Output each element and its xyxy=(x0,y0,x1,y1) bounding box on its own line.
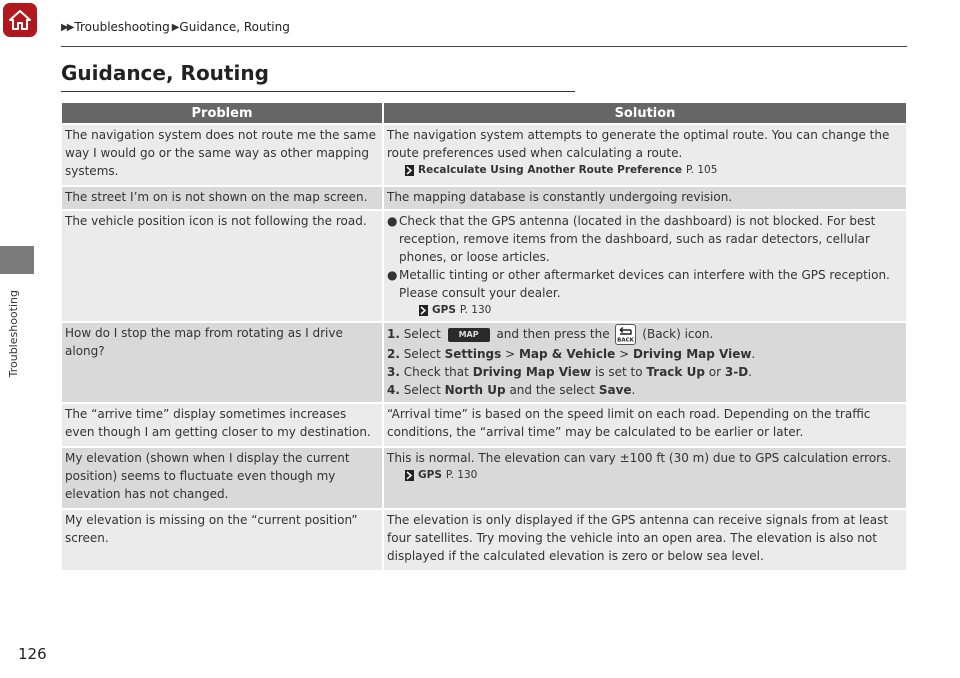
breadcrumb-current-page: Guidance, Routing xyxy=(179,20,290,34)
menu-item-driving-map-view: Driving Map View xyxy=(632,347,752,361)
step-text: . xyxy=(631,383,636,397)
reference-title: Recalculate Using Another Route Preference xyxy=(418,164,682,176)
reference-page: P. 105 xyxy=(685,164,718,176)
solution-text: This is normal. The elevation can vary ±100 ft (30 m) due to GPS calculation errors. xyxy=(387,451,892,465)
solution-cell xyxy=(384,125,906,185)
map-button-icon: MAP xyxy=(448,328,490,342)
breadcrumb-arrow-icon: ▶ xyxy=(171,21,178,33)
problem-cell: My elevation (shown when I display the current position) seems to fluctuate even though my elevation has not changed. xyxy=(62,448,382,508)
section-tab-marker[interactable] xyxy=(0,246,34,274)
problem-cell: The street I’m on is not shown on the map screen. xyxy=(62,187,382,209)
step-number: 2. xyxy=(387,347,400,361)
bullet-item xyxy=(387,266,903,302)
page-number: 126 xyxy=(18,645,47,663)
page-title: Guidance, Routing xyxy=(61,61,269,85)
step-text: (Back) icon. xyxy=(642,327,714,341)
step-text: > xyxy=(619,347,630,361)
step-text: Select xyxy=(403,383,441,397)
table-header-row xyxy=(62,103,906,123)
bullet-item xyxy=(387,212,903,266)
table-row xyxy=(62,510,906,570)
solution-cell xyxy=(384,448,906,508)
svg-text:BACK: BACK xyxy=(617,337,635,344)
menu-item-map-vehicle: Map & Vehicle xyxy=(518,347,616,361)
house-icon xyxy=(8,9,32,31)
solution-cell: The elevation is only displayed if the GPS antenna can receive signals from at least four satellites. Try moving the vehicle into an open area. The elevation is also not displayed if the calculated elevation is zero or below sea level. xyxy=(384,510,906,570)
problem-cell: The navigation system does not route me the same way I would go or the same way as other mapping systems. xyxy=(62,125,382,185)
step-text: Check that xyxy=(403,365,469,379)
table-row xyxy=(62,323,906,402)
option-track-up: Track Up xyxy=(646,365,705,379)
step-4 xyxy=(387,381,903,399)
solution-cell: “Arrival time” is based on the speed limit on each road. Depending on the traffic conditions, the “arrival time” may be calculated to be earlier or later. xyxy=(384,404,906,446)
bullet-text: Check that the GPS antenna (located in the dashboard) is not blocked. For best reception, remove items from the dashboard, such as radar detectors, cellular phones, or loose articles. xyxy=(399,214,876,264)
step-1 xyxy=(387,324,903,345)
problem-cell: The “arrive time” display sometimes increases even though I am getting closer to my destination. xyxy=(62,404,382,446)
reference-arrow-icon xyxy=(405,470,414,481)
cross-reference-link[interactable] xyxy=(387,303,903,318)
setting-driving-map-view: Driving Map View xyxy=(472,365,592,379)
breadcrumb-arrow-icon: ▶▶ xyxy=(61,21,73,33)
step-number: 3. xyxy=(387,365,400,379)
breadcrumb-section-link[interactable]: Troubleshooting xyxy=(74,20,170,34)
table-row xyxy=(62,211,906,321)
solution-cell xyxy=(384,211,906,321)
solution-header: Solution xyxy=(384,103,906,123)
table-row xyxy=(62,448,906,508)
step-3 xyxy=(387,363,903,381)
problem-cell: How do I stop the map from rotating as I drive along? xyxy=(62,323,382,402)
problem-cell: My elevation is missing on the “current position” screen. xyxy=(62,510,382,570)
step-text: or xyxy=(708,365,722,379)
reference-page: P. 130 xyxy=(445,469,478,481)
solution-cell xyxy=(384,323,906,402)
option-north-up: North Up xyxy=(444,383,506,397)
step-text: . xyxy=(748,365,752,379)
cross-reference-link[interactable] xyxy=(387,468,903,483)
bullet-icon: ● xyxy=(387,214,398,228)
option-3d: 3-D xyxy=(724,365,749,379)
header-rule xyxy=(61,46,907,47)
step-number: 4. xyxy=(387,383,400,397)
home-icon[interactable] xyxy=(3,3,37,37)
table-row xyxy=(62,125,906,185)
bullet-icon: ● xyxy=(387,268,398,282)
menu-item-settings: Settings xyxy=(444,347,502,361)
side-section-label: Troubleshooting xyxy=(7,290,20,378)
table-row xyxy=(62,187,906,209)
step-text: > xyxy=(505,347,516,361)
reference-arrow-icon xyxy=(405,165,414,176)
step-text: and then press the xyxy=(496,327,610,341)
bullet-text: Metallic tinting or other aftermarket devices can interfere with the GPS reception. Please consult your dealer. xyxy=(399,268,890,300)
reference-arrow-icon xyxy=(419,305,428,316)
breadcrumb xyxy=(61,20,290,34)
back-icon xyxy=(615,324,636,345)
reference-page: P. 130 xyxy=(459,304,492,316)
step-text: . xyxy=(751,347,756,361)
problem-header: Problem xyxy=(62,103,382,123)
solution-text: The navigation system attempts to generate the optimal route. You can change the route preferences used when calculating a route. xyxy=(387,128,890,160)
troubleshooting-table xyxy=(60,101,908,572)
option-save: Save xyxy=(598,383,632,397)
title-rule xyxy=(61,91,575,92)
table-row xyxy=(62,404,906,446)
step-number: 1. xyxy=(387,327,400,341)
cross-reference-link[interactable] xyxy=(387,163,903,178)
solution-cell: The mapping database is constantly undergoing revision. xyxy=(384,187,906,209)
reference-title: GPS xyxy=(432,304,456,316)
step-2 xyxy=(387,345,903,363)
step-text: and the select xyxy=(509,383,595,397)
reference-title: GPS xyxy=(418,469,442,481)
problem-cell: The vehicle position icon is not following the road. xyxy=(62,211,382,321)
step-text: Select xyxy=(403,327,441,341)
step-text: Select xyxy=(403,347,441,361)
step-text: is set to xyxy=(594,365,643,379)
